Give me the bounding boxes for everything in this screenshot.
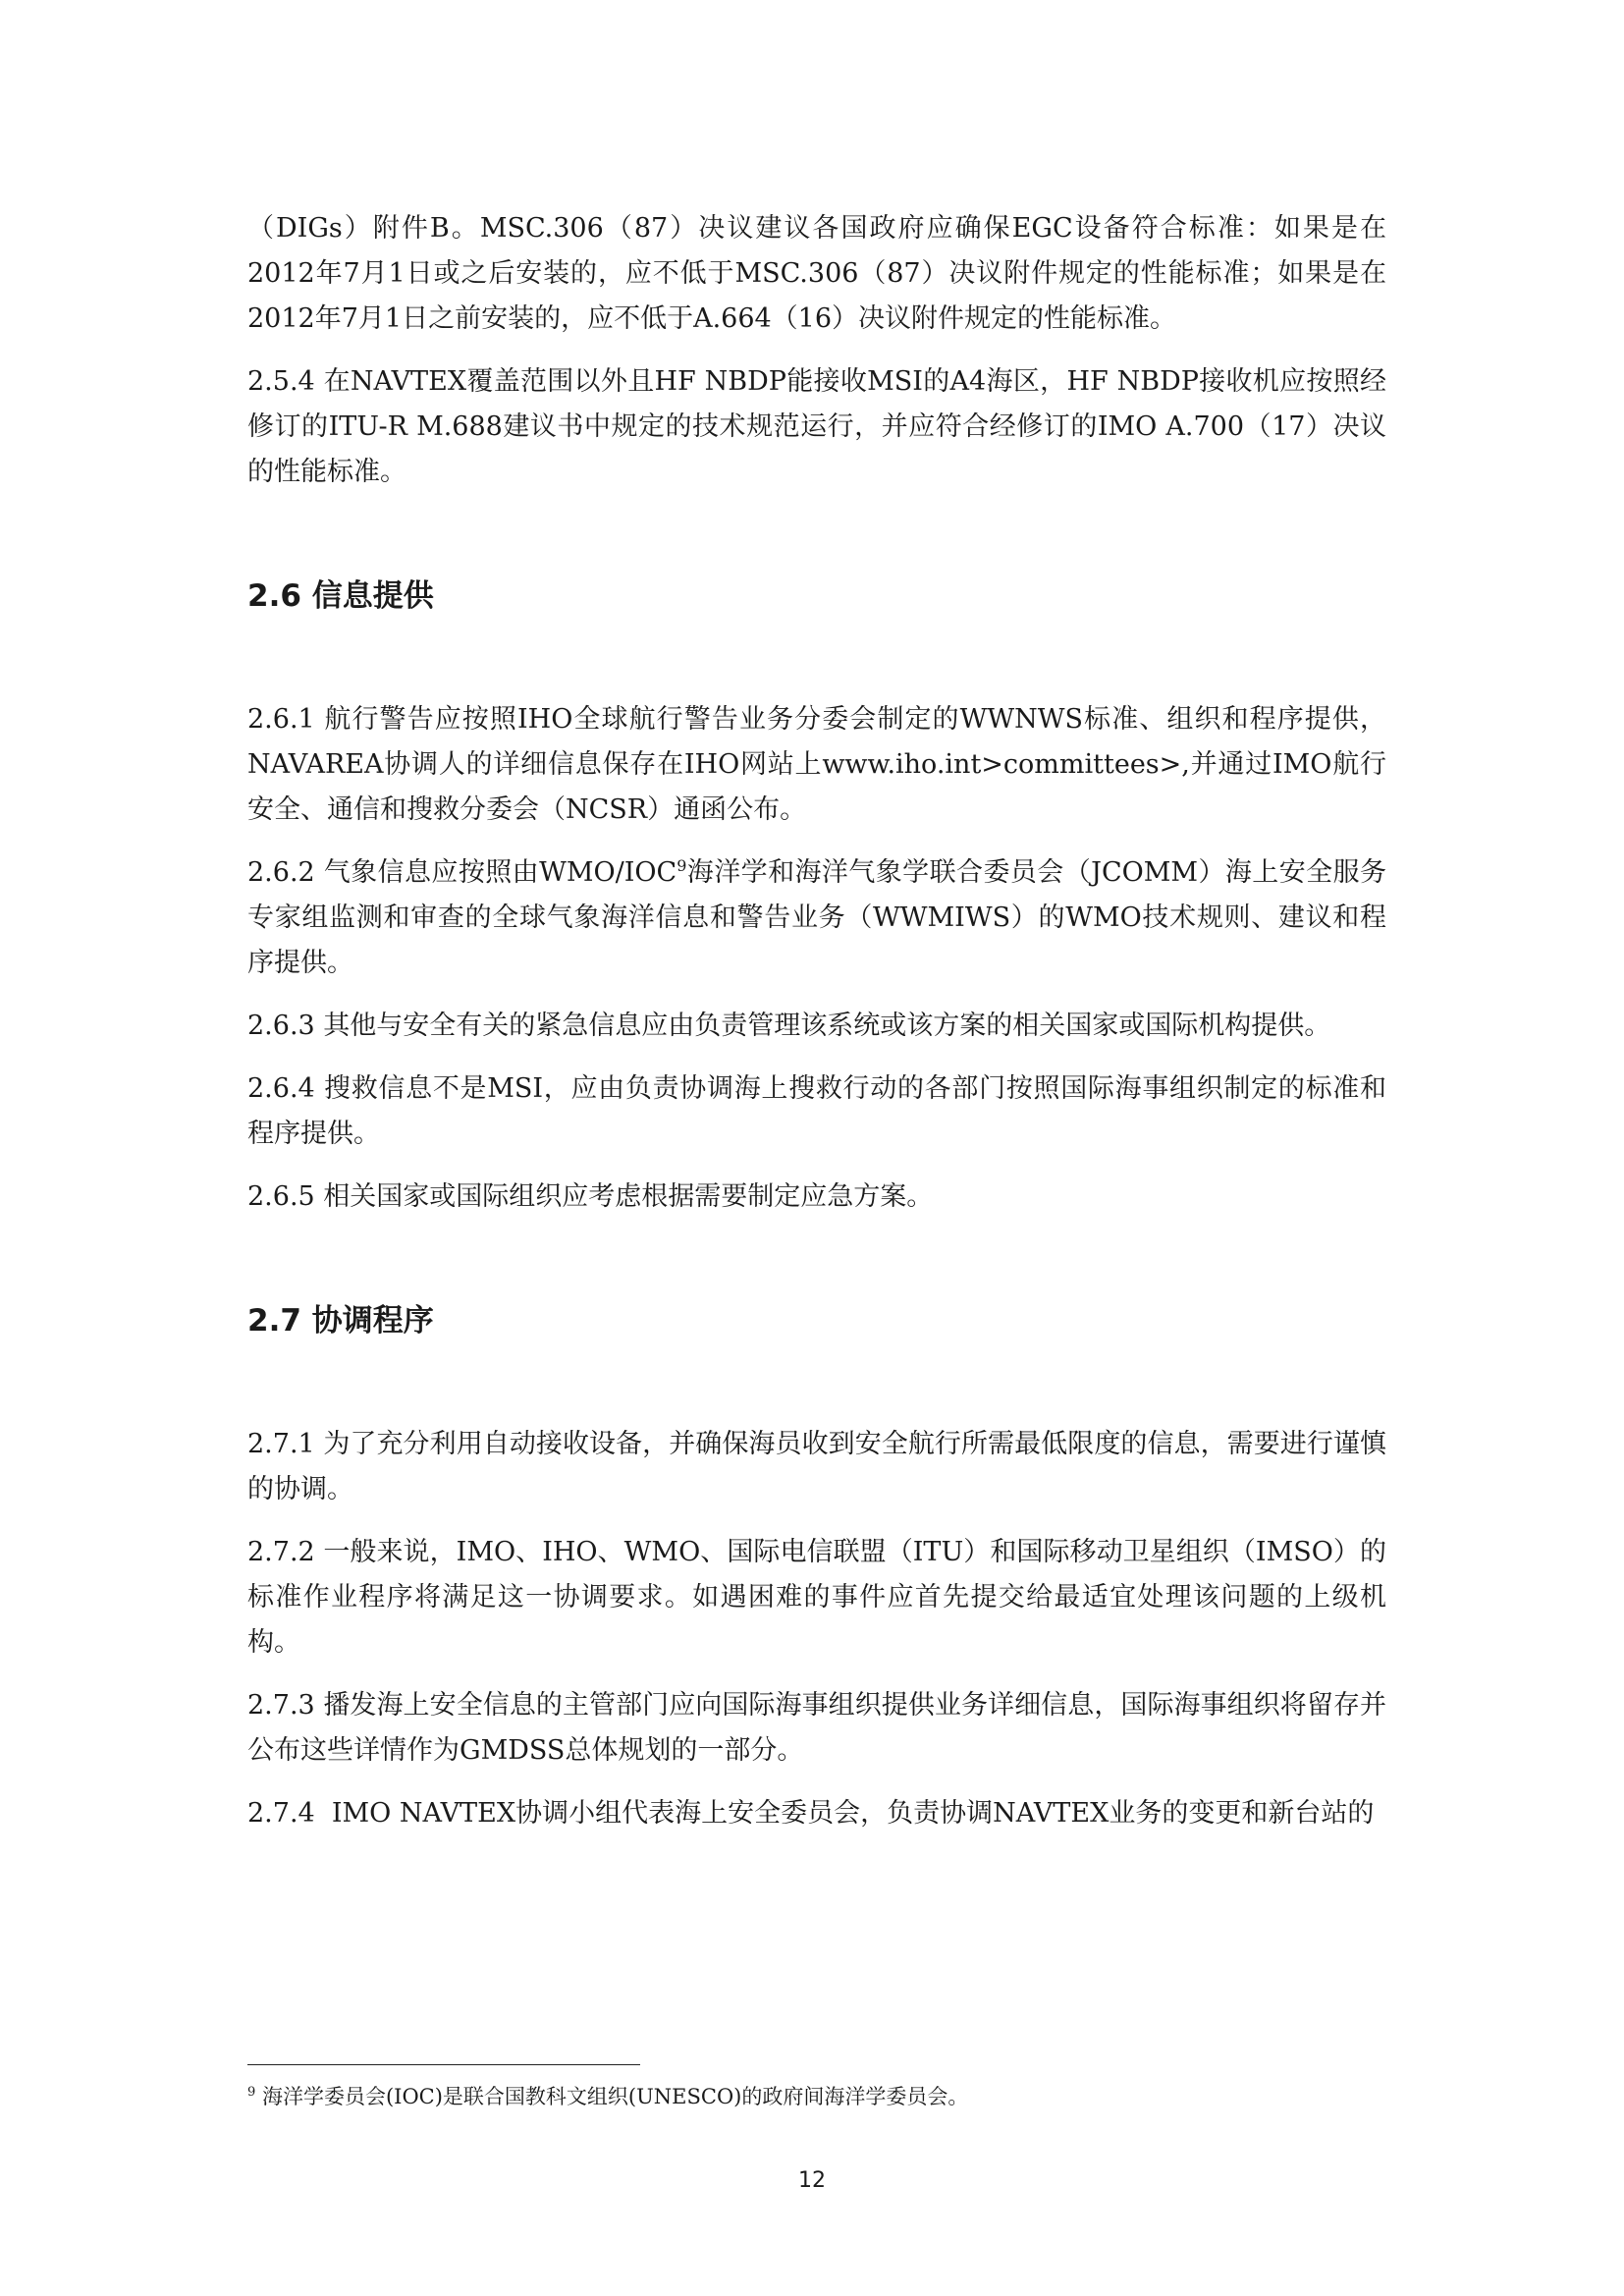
page-body <box>247 206 1386 1854</box>
paragraph-2-6-2 <box>247 850 1386 986</box>
paragraph-2-7-4: 2.7.4 IMO NAVTEX协调小组代表海上安全委员会，负责协调NAVTEX业务的变更和新台站的 <box>247 1798 1375 1829</box>
footnote-text: 海洋学委员会(IOC)是联合国教科文组织(UNESCO)的政府间海洋学委员会。 <box>255 2085 969 2108</box>
section-heading-2-7: 2.7 协调程序 <box>247 1303 434 1339</box>
section-heading-2-6: 2.6 信息提供 <box>247 578 434 614</box>
paragraph-dig-annex: （DIGs）附件B。MSC.306（87）决议建议各国政府应确保EGC设备符合标准：如果是在2012年7月1日或之后安装的，应不低于MSC.306（87）决议附件规定的性能标准；如果是在2012年7月1日之前安装的，应不低于A.664（16）决议附件规定的性能标准。 <box>247 213 1386 334</box>
paragraph-2-7-3: 2.7.3 播发海上安全信息的主管部门应向国际海事组织提供业务详细信息，国际海事组织将留存并公布这些详情作为GMDSS总体规划的一部分。 <box>247 1690 1386 1766</box>
paragraph-2-6-2-rest: 海洋学和海洋气象学联合委员会（JCOMM）海上安全服务专家组监测和审查的全球气象海洋信息和警告业务（WWMIWS）的WMO技术规则、建议和程序提供。 <box>247 857 1386 978</box>
paragraph-2-6-1: 2.6.1 航行警告应按照IHO全球航行警告业务分委会制定的WWNWS标准、组织和程序提供，NAVAREA协调人的详细信息保存在IHO网站上www.iho.int>committees>,并通过IMO航行安全、通信和搜救分委会（NCSR）通函公布。 <box>247 704 1386 825</box>
paragraph-2-7-1: 2.7.1 为了充分利用自动接收设备，并确保海员收到安全航行所需最低限度的信息，需要进行谨慎的协调。 <box>247 1429 1386 1504</box>
footnote-divider <box>247 2064 640 2065</box>
paragraph-2-5-4: 2.5.4 在NAVTEX覆盖范围以外且HF NBDP能接收MSI的A4海区，HF NBDP接收机应按照经修订的ITU-R M.688建议书中规定的技术规范运行，并应符合经修订的IMO A.700（17）决议的性能标准。 <box>247 366 1386 487</box>
paragraph-2-6-2-start: 2.6.2 气象信息应按照由WMO/IOC <box>247 857 677 888</box>
paragraph-2-6-3: 2.6.3 其他与安全有关的紧急信息应由负责管理该系统或该方案的相关国家或国际机构提供。 <box>247 1011 1331 1041</box>
footnote-marker: 9 <box>247 2085 256 2100</box>
paragraph-2-6-5: 2.6.5 相关国家或国际组织应考虑根据需要制定应急方案。 <box>247 1181 934 1212</box>
footnote <box>247 2080 1386 2113</box>
paragraph-2-7-2: 2.7.2 一般来说，IMO、IHO、WMO、国际电信联盟（ITU）和国际移动卫星组织（IMSO）的标准作业程序将满足这一协调要求。如遇困难的事件应首先提交给最适宜处理该问题的上级机构。 <box>247 1537 1386 1658</box>
page-number: 12 <box>798 2168 826 2193</box>
footnote-reference[interactable]: 9 <box>677 856 687 875</box>
paragraph-2-6-4: 2.6.4 搜救信息不是MSI，应由负责协调海上搜救行动的各部门按照国际海事组织制定的标准和程序提供。 <box>247 1073 1386 1149</box>
